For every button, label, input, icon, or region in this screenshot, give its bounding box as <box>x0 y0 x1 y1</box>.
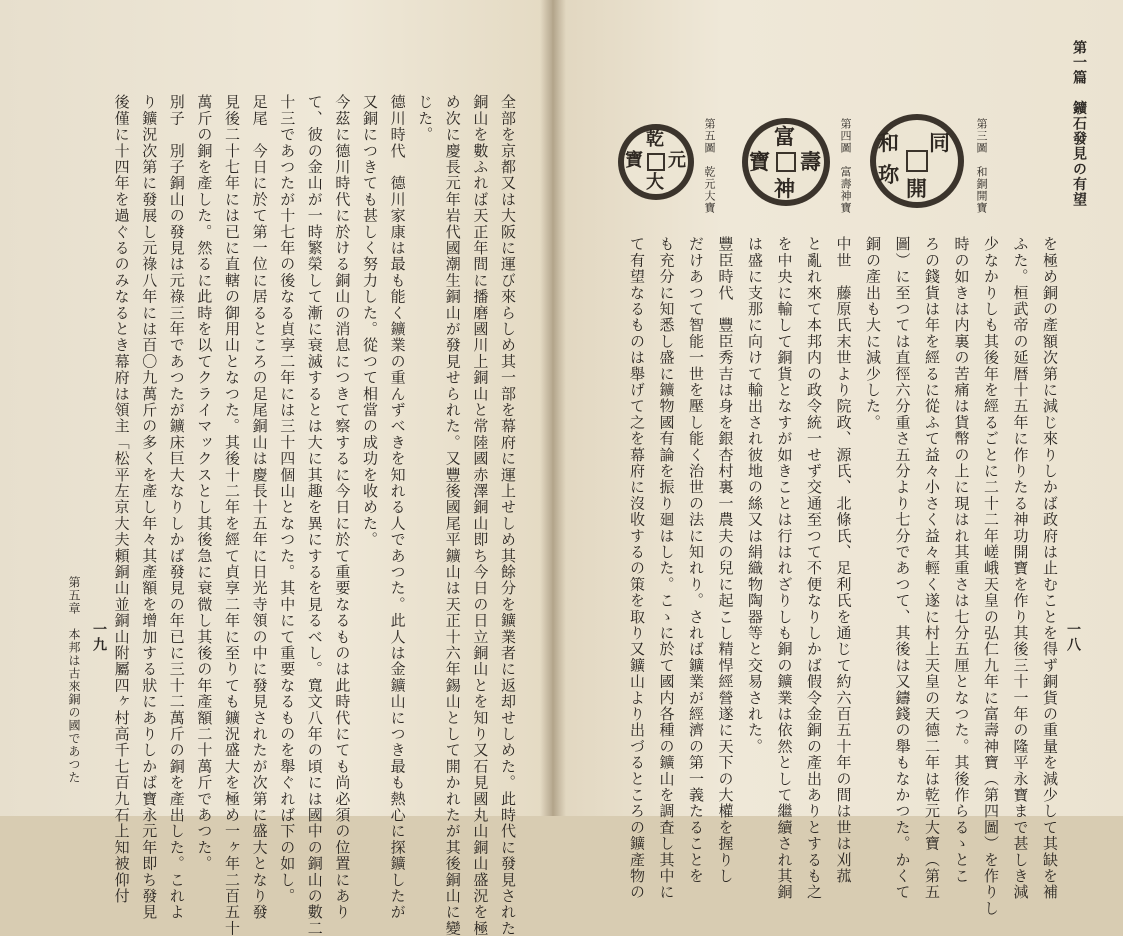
coin-char: 乾 <box>646 129 664 150</box>
text-line: 圖）に至つては直徑六分重さ五分より七分であつて、其後は又鑄錢の舉もなかつた。かくて <box>893 236 912 901</box>
text-line: て、彼の金山が一時繁榮して漸に衰滅するとは大に其趣を異にするを見るべし。寬文八年の頃には國中の銅山の數二 <box>305 94 324 936</box>
text-line: じた。 <box>416 94 435 143</box>
text-line: 銅山を數ふれば天正年間に播磨國川上銅山と常陸國赤澤銅山即ち今日の日立銅山とを知り又石見國丸山銅山盛況を極 <box>471 94 490 936</box>
text-line: も充分に知悉し盛に鑛物國有論を振り廻はした。こゝに於て國内各種の鑛山を調査し其中に <box>657 236 676 901</box>
text-line: 別子 別子銅山の發見は元祿三年であつたが鑛床巨大なりしかば發見の年已に三十二萬斤の銅を產出した。これよ <box>167 94 186 921</box>
text-line: 足尾 今日に於て第一位に居るところの足尾銅山は慶長十五年に日光寺領の中に發見されたが次第に盛大となり發 <box>250 94 269 921</box>
coin-char: 壽 <box>800 149 821 174</box>
text-line: 豐臣時代 豐臣秀吉は身を銀杏村裏一農夫の兒に起こし精悍經營遂に天下の大權を握りし <box>716 236 735 884</box>
text-line: 又銅につきても甚しく努力した。從つて相當の成功を收めた。 <box>361 94 379 548</box>
text-line: め次に慶長元年岩代國潮生銅山が發見せられた。又豐後國尾平鑛山は天正十六年錫山として開かれたが其後銅山に變 <box>443 94 462 936</box>
coin-char: 神 <box>774 176 795 201</box>
text-line: 中世 藤原氏末世より院政、源氏、北條氏、足利氏を通じて約六百五十年の間は世は刈菰 <box>834 236 853 884</box>
coin-kengen-taiho <box>618 124 694 200</box>
coin-wado-kaichin <box>870 114 964 208</box>
text-line: り鑛況次第に發展し元祿八年には百〇九萬斤の多くを產し年々其產額を增加する狀にありしかば寶永元年即ち發見 <box>140 94 159 921</box>
coin-char: 開 <box>906 176 927 201</box>
text-line: 見後二十七年には已に直轄の御用山となつた。其後十二年を經て貞享二年に至りても鑛況盛大を極め一ヶ年二百五十 <box>223 94 241 936</box>
right-page <box>552 0 1123 917</box>
book-gutter <box>540 0 566 816</box>
text-line: ふた。桓武帝の延暦十五年に作りたる神功開寶を作り其後三十一年の隆平永寶まで甚しき減 <box>1011 236 1030 901</box>
text-line: を極め銅の產額次第に減じ來りしかば政府は止むことを得ず銅貨の重量を減少して其缺を補 <box>1041 236 1059 901</box>
text-line: 時の如きは内裏の苦痛は貨幣の上に現はれ其重さは七分五厘となつた。其後作らるゝとこ <box>952 236 971 884</box>
running-head: 第一篇 鑛石發見の有望 <box>1071 40 1087 208</box>
figure-caption: 第三圖 和銅開寶 <box>975 118 988 214</box>
figure-caption: 第四圖 富壽神寶 <box>839 118 852 214</box>
text-line: 少なかりしも其後年を經るごとに二十二年嵯峨天皇の弘仁九年に富壽神寶（第四圖）を作りし <box>982 236 1000 917</box>
text-line: 十三であつたが十七年の後なる貞享二年には三十四個山となつた。其中にて重要なるものを舉ぐれば下の如し。 <box>278 94 297 904</box>
text-line: 全部を京都又は大阪に運び來らしめ其一部を幕府に運上せしめ其餘分を鑛業者に返却せしめた。此時代に發見された <box>499 94 517 936</box>
coin-fuju-shinpo <box>742 118 830 206</box>
text-line: 德川時代 德川家康は最も能く鑛業の重んずべきを知れる人であつた。此人は金鑛山につき最も熱心に探鑛したが <box>388 94 407 921</box>
coin-char: 同 <box>929 130 950 155</box>
coin-char: 和 <box>878 130 899 155</box>
text-line: 銅の產出も大に減少した。 <box>864 236 882 431</box>
text-line: と亂れ來て本邦内の政令統一せず交通至つて不便なりしかば假令金銅の產出ありとするも之 <box>805 236 823 901</box>
coin-char: 珎 <box>878 162 899 187</box>
text-line: 後僅に十四年を過ぐるのみなるとき幕府は領主「松平左京大夫頼銅山並銅山附屬四ヶ村高千七百九石上知被仰付 <box>112 94 131 904</box>
coin-char: 寶 <box>625 150 643 171</box>
text-line: 萬斤の銅を產した。然るに此時を以てクライマックスとし其後急に衰微し其後の年產額二十萬斤であつた。 <box>195 94 214 872</box>
left-page <box>0 0 552 936</box>
coin-char: 寶 <box>749 149 770 174</box>
coin-char: 元 <box>668 150 686 171</box>
coin-char: 大 <box>646 172 664 193</box>
coin-char: 富 <box>774 124 795 149</box>
text-line: は盛に支那に向けて輸出され彼地の絲又は絹織物陶器等と交易された。 <box>746 236 764 755</box>
chapter-footer: 第五章 本邦は古來銅の國であつた <box>67 576 81 784</box>
text-line: て有望なるものは舉げて之を幕府に沒收するの策を取り又鑛山より出づるところの鑛產物の <box>628 236 646 901</box>
text-line: 今茲に德川時代に於ける銅山の消息につきて察するに今日に於て重要なるものは此時代にても尚必須の位置にあり <box>333 94 352 921</box>
page-number: 一八 <box>1065 622 1081 653</box>
text-line: を中央に輸して銅貨となすが如きことは行はれざりしも銅の鑛業は依然として繼續され其銅 <box>775 236 794 901</box>
figure-caption: 第五圖 乾元大寶 <box>703 118 716 214</box>
text-line: だけあつて智能一世を壓し能く治世の法に知れり。されば鑛業が經濟の第一義たることを <box>687 236 705 884</box>
text-line: ろの錢貨は年を經るに從ふて益々小さく益々輕く遂に村上天皇の天德二年は乾元大寶（第五 <box>923 236 941 901</box>
page-number: 一九 <box>91 622 107 653</box>
